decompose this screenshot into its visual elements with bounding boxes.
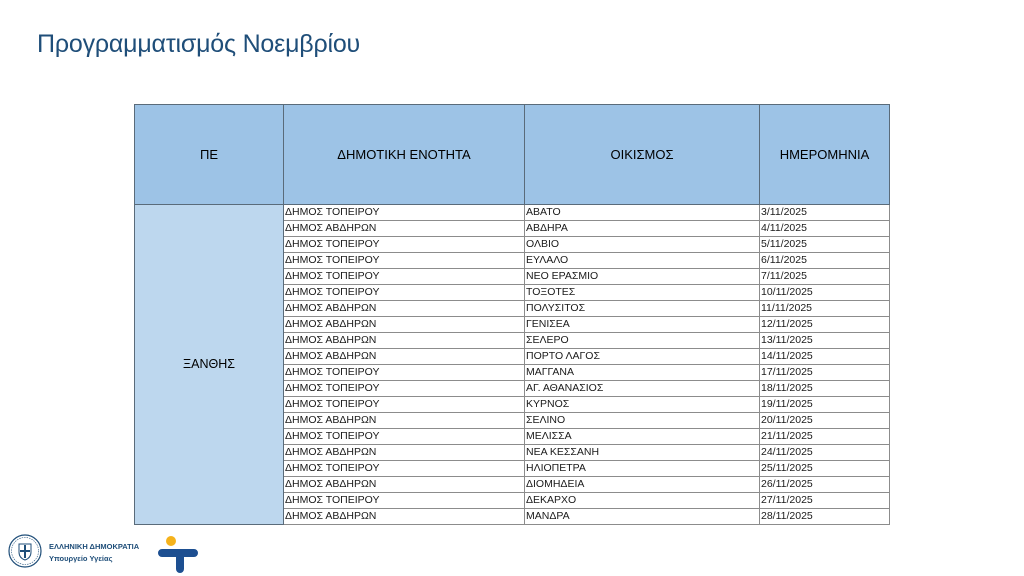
- page-title: Προγραμματισμός Νοεμβρίου: [37, 30, 361, 58]
- municipality-cell: ΔΗΜΟΣ ΤΟΠΕΙΡΟΥ: [284, 397, 525, 413]
- header-pe: ΠΕ: [135, 105, 284, 205]
- settlement-cell: ΝΕΟ ΕΡΑΣΜΙΟ: [525, 269, 760, 285]
- municipality-cell: ΔΗΜΟΣ ΑΒΔΗΡΩΝ: [284, 317, 525, 333]
- settlement-cell: ΜΕΛΙΣΣΑ: [525, 429, 760, 445]
- greek-coat-of-arms-icon: [8, 534, 42, 568]
- municipality-cell: ΔΗΜΟΣ ΑΒΔΗΡΩΝ: [284, 333, 525, 349]
- municipality-cell: ΔΗΜΟΣ ΑΒΔΗΡΩΝ: [284, 413, 525, 429]
- municipality-cell: ΔΗΜΟΣ ΤΟΠΕΙΡΟΥ: [284, 237, 525, 253]
- municipality-cell: ΔΗΜΟΣ ΤΟΠΕΙΡΟΥ: [284, 381, 525, 397]
- date-cell: 26/11/2025: [760, 477, 890, 493]
- settlement-cell: ΣΕΛΙΝΟ: [525, 413, 760, 429]
- municipality-cell: ΔΗΜΟΣ ΤΟΠΕΙΡΟΥ: [284, 205, 525, 221]
- date-cell: 6/11/2025: [760, 253, 890, 269]
- date-cell: 10/11/2025: [760, 285, 890, 301]
- municipality-cell: ΔΗΜΟΣ ΑΒΔΗΡΩΝ: [284, 221, 525, 237]
- government-name: ΕΛΛΗΝΙΚΗ ΔΗΜΟΚΡΑΤΙΑ: [49, 542, 140, 551]
- table-header-row: [135, 105, 890, 205]
- settlement-cell: ΚΥΡΝΟΣ: [525, 397, 760, 413]
- settlement-cell: ΔΕΚΑΡΧΟ: [525, 493, 760, 509]
- header-municipality: ΔΗΜΟΤΙΚΗ ΕΝΟΤΗΤΑ: [284, 105, 525, 205]
- date-cell: 11/11/2025: [760, 301, 890, 317]
- settlement-cell: ΠΟΡΤΟ ΛΑΓΟΣ: [525, 349, 760, 365]
- settlement-cell: ΜΑΝΔΡΑ: [525, 509, 760, 525]
- date-cell: 25/11/2025: [760, 461, 890, 477]
- header-date: ΗΜΕΡΟΜΗΝΙΑ: [760, 105, 890, 205]
- eody-logo-icon: [158, 532, 202, 576]
- municipality-cell: ΔΗΜΟΣ ΑΒΔΗΡΩΝ: [284, 477, 525, 493]
- municipality-cell: ΔΗΜΟΣ ΑΒΔΗΡΩΝ: [284, 301, 525, 317]
- schedule-table: [134, 104, 890, 525]
- settlement-cell: ΗΛΙΟΠΕΤΡΑ: [525, 461, 760, 477]
- date-cell: 12/11/2025: [760, 317, 890, 333]
- date-cell: 5/11/2025: [760, 237, 890, 253]
- municipality-cell: ΔΗΜΟΣ ΑΒΔΗΡΩΝ: [284, 349, 525, 365]
- date-cell: 13/11/2025: [760, 333, 890, 349]
- municipality-cell: ΔΗΜΟΣ ΤΟΠΕΙΡΟΥ: [284, 285, 525, 301]
- municipality-cell: ΔΗΜΟΣ ΤΟΠΕΙΡΟΥ: [284, 461, 525, 477]
- settlement-cell: ΑΒΑΤΟ: [525, 205, 760, 221]
- date-cell: 14/11/2025: [760, 349, 890, 365]
- date-cell: 20/11/2025: [760, 413, 890, 429]
- date-cell: 19/11/2025: [760, 397, 890, 413]
- table-body: [135, 205, 890, 525]
- municipality-cell: ΔΗΜΟΣ ΤΟΠΕΙΡΟΥ: [284, 429, 525, 445]
- municipality-cell: ΔΗΜΟΣ ΑΒΔΗΡΩΝ: [284, 509, 525, 525]
- date-cell: 17/11/2025: [760, 365, 890, 381]
- header-settlement: ΟΙΚΙΣΜΟΣ: [525, 105, 760, 205]
- settlement-cell: ΣΕΛΕΡΟ: [525, 333, 760, 349]
- settlement-cell: ΕΥΛΑΛΟ: [525, 253, 760, 269]
- settlement-cell: ΠΟΛΥΣΙΤΟΣ: [525, 301, 760, 317]
- date-cell: 3/11/2025: [760, 205, 890, 221]
- date-cell: 28/11/2025: [760, 509, 890, 525]
- settlement-cell: ΝΕΑ ΚΕΣΣΑΝΗ: [525, 445, 760, 461]
- settlement-cell: ΔΙΟΜΗΔΕΙΑ: [525, 477, 760, 493]
- municipality-cell: ΔΗΜΟΣ ΤΟΠΕΙΡΟΥ: [284, 365, 525, 381]
- settlement-cell: ΜΑΓΓΑΝΑ: [525, 365, 760, 381]
- date-cell: 21/11/2025: [760, 429, 890, 445]
- footer-logos: [8, 532, 208, 572]
- municipality-cell: ΔΗΜΟΣ ΑΒΔΗΡΩΝ: [284, 445, 525, 461]
- settlement-cell: ΟΛΒΙΟ: [525, 237, 760, 253]
- settlement-cell: ΓΕΝΙΣΕΑ: [525, 317, 760, 333]
- date-cell: 18/11/2025: [760, 381, 890, 397]
- table-row: [135, 205, 890, 221]
- settlement-cell: ΑΓ. ΑΘΑΝΑΣΙΟΣ: [525, 381, 760, 397]
- ministry-name: Υπουργείο Υγείας: [49, 554, 113, 563]
- settlement-cell: ΑΒΔΗΡΑ: [525, 221, 760, 237]
- date-cell: 24/11/2025: [760, 445, 890, 461]
- municipality-cell: ΔΗΜΟΣ ΤΟΠΕΙΡΟΥ: [284, 253, 525, 269]
- municipality-cell: ΔΗΜΟΣ ΤΟΠΕΙΡΟΥ: [284, 269, 525, 285]
- date-cell: 4/11/2025: [760, 221, 890, 237]
- date-cell: 27/11/2025: [760, 493, 890, 509]
- date-cell: 7/11/2025: [760, 269, 890, 285]
- pe-cell: ΞΑΝΘΗΣ: [135, 205, 284, 525]
- municipality-cell: ΔΗΜΟΣ ΤΟΠΕΙΡΟΥ: [284, 493, 525, 509]
- settlement-cell: ΤΟΞΟΤΕΣ: [525, 285, 760, 301]
